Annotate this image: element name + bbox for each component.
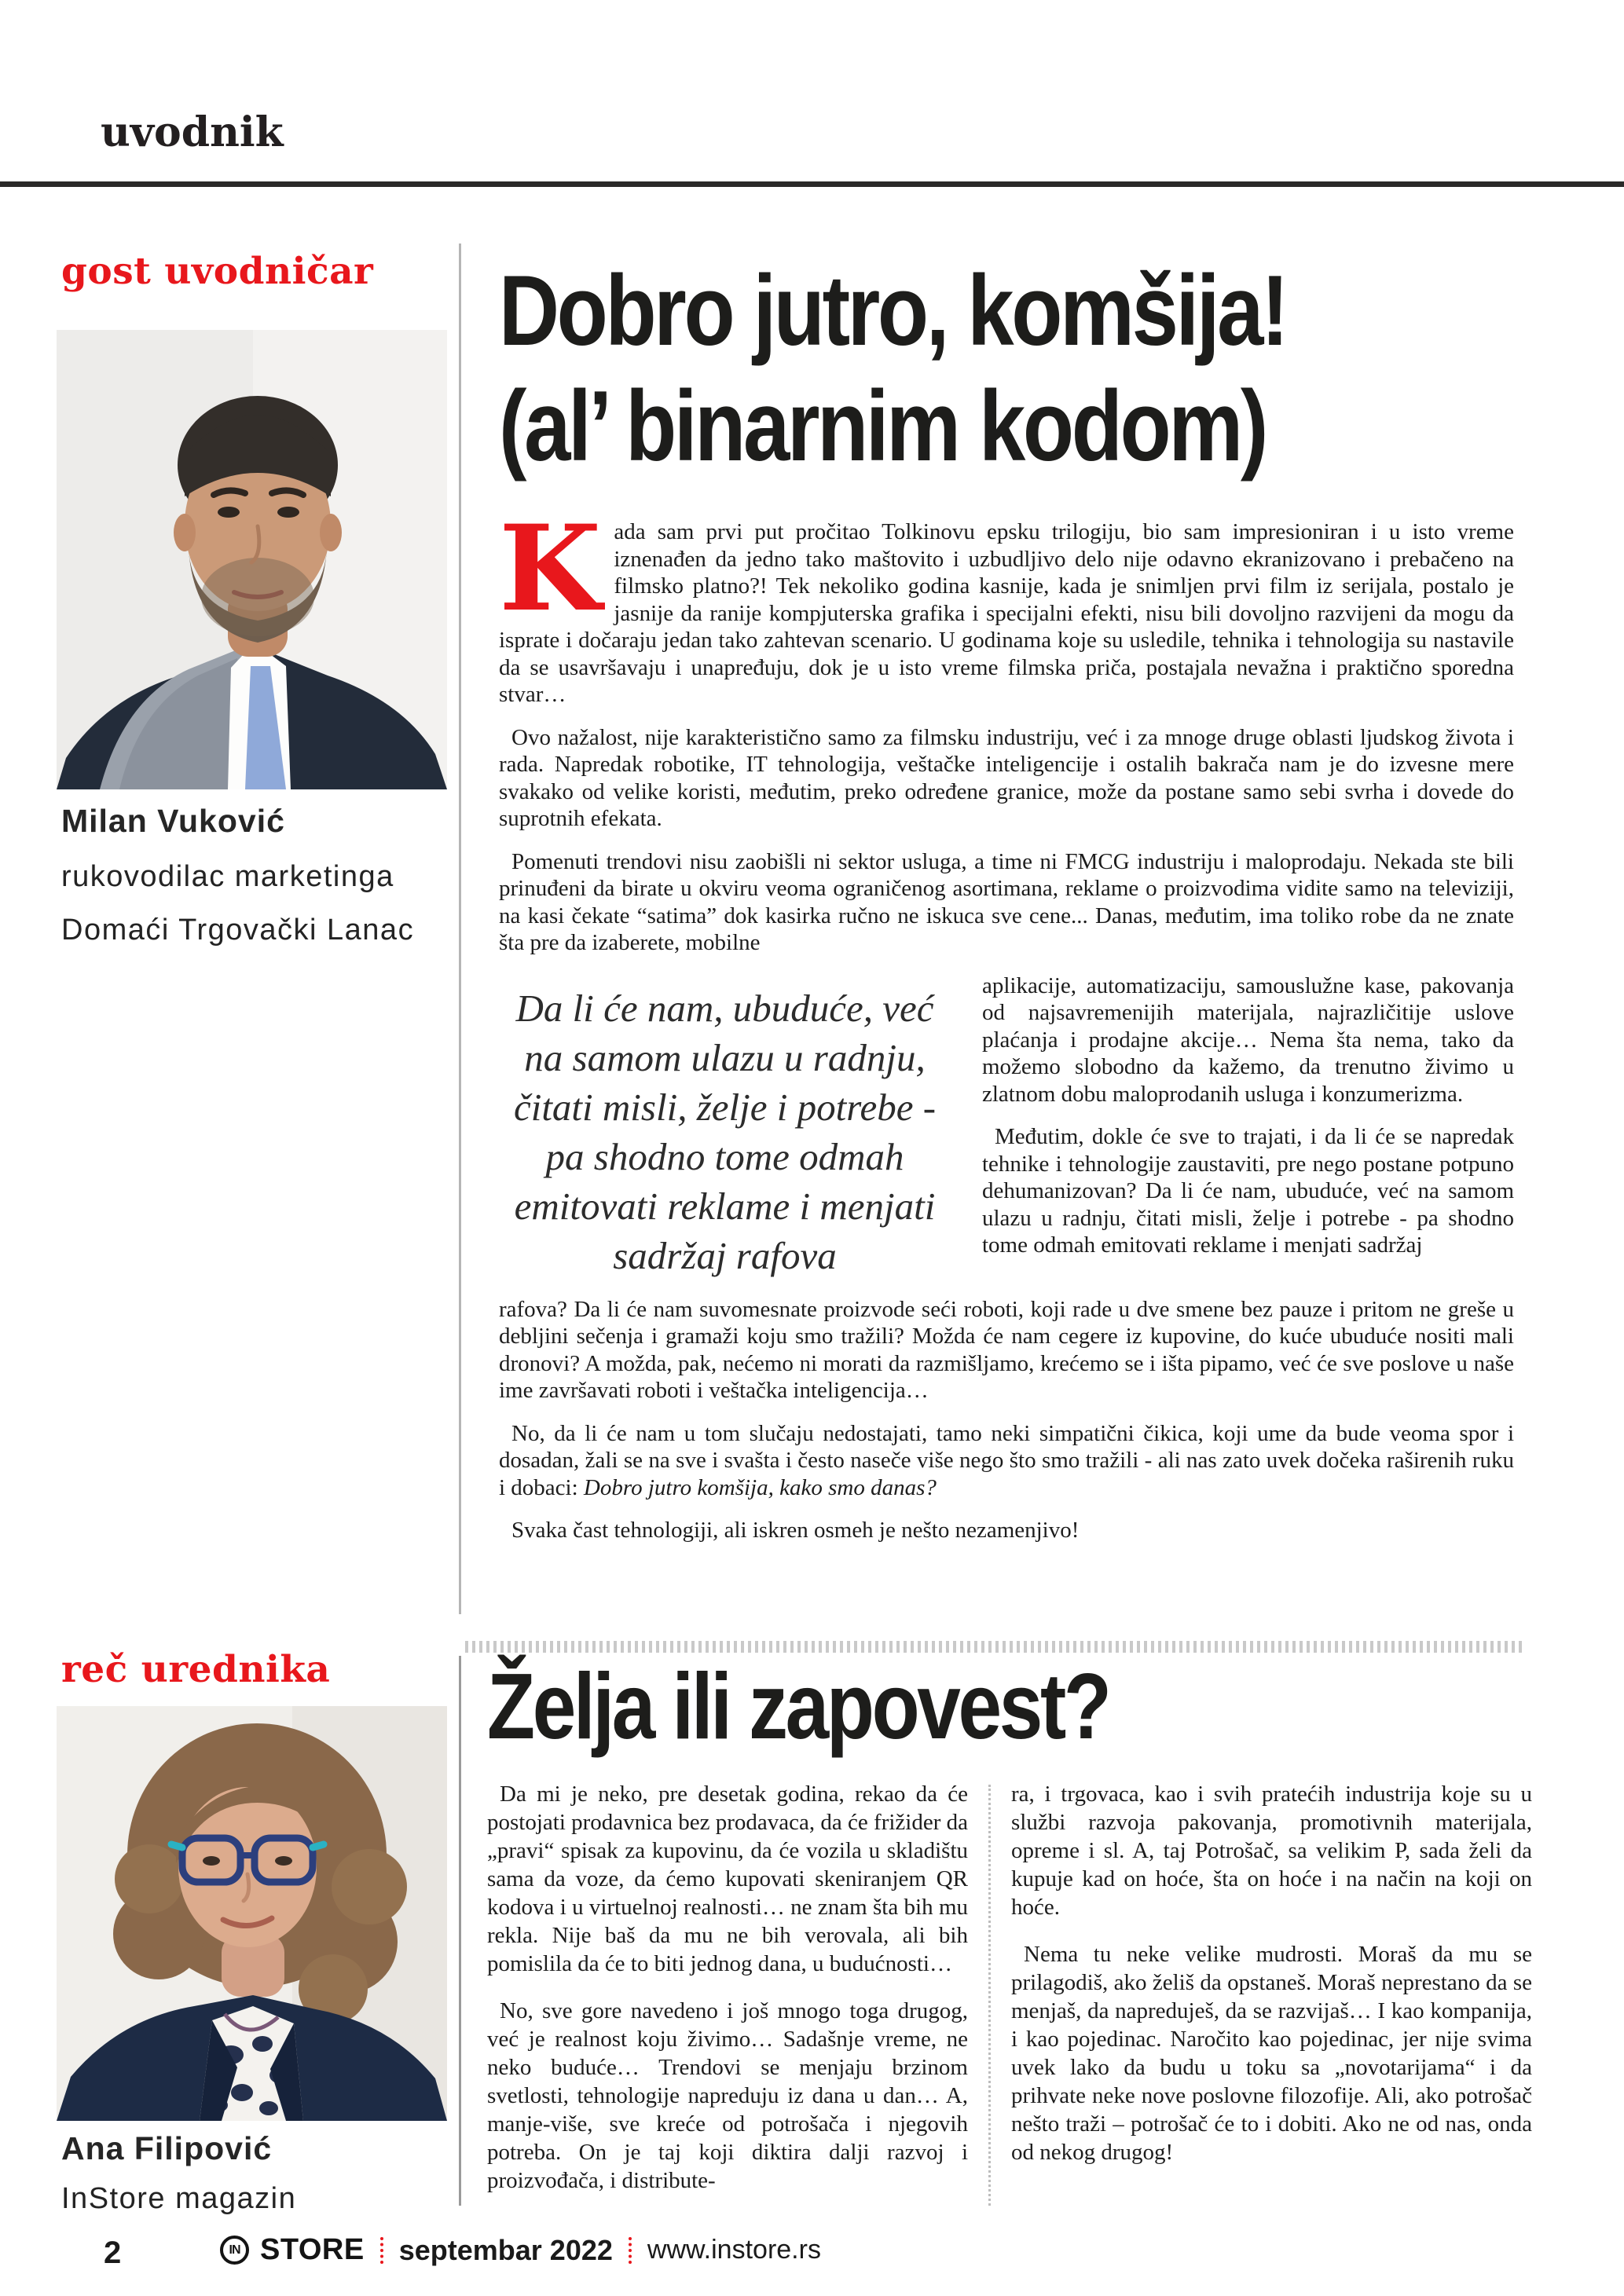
article2-title: Želja ili zapovest? [487,1654,1109,1759]
column-divider-bottom [459,1656,461,2206]
section-label: uvodnik [101,108,284,156]
instore-logo-icon: IN [220,2236,249,2265]
column-divider-top [459,244,461,1614]
editor-kicker: reč urednika [61,1648,331,1691]
pullquote-band [499,972,1514,1280]
guest-name: Milan Vuković [61,803,285,839]
article1-paragraph-3-continued: aplikacije, automatizaciju, samouslužne kase, pakovanja od najsavremenijih materijala, najrazličitije uslove plaćanja i prodajne akcije… Nema šta nema, tako da možemo slobodno da kažemo, da trenutno živimo u zlatnom dobu maloprodanih usluga i konzumerizma. [982,972,1514,1107]
issue-date: septembar 2022 [398,2233,613,2266]
article1-paragraph-6: Svaka čast tehnologiji, ali iskren osmeh je nešto nezamenjivo! [511,1518,1080,1543]
article1-paragraph-5-quote: Dobro jutro komšija, kako smo danas? [583,1474,937,1500]
dotted-section-separator [465,1641,1524,1653]
footer-dotted-separator-icon [380,2237,383,2264]
footer [220,2233,821,2267]
editor-name: Ana Filipović [61,2130,273,2166]
guest-portrait-photo [57,330,447,789]
top-rule [0,181,1624,187]
article1-title-line2: (al’ binarnim kodom) [499,370,1267,482]
pull-quote: Da li će nam, ubuduće, već na samom ulazu u radnju, čitati misli, želje i potrebe - pa shodno tome odmah emitovati reklame i menjati sadržaj rafova [513,986,937,1277]
dropcap-letter: K [499,500,602,638]
article1-paragraph-4-continued: rafova? Da li će nam suvomesnate proizvode seći roboti, koji rade u dve smene bez pauze i pritom ne greše u debljini sečenja i gramaži koju smo tražili? Možda će nam cegere iz kupovine, do kuće ubuduće nositi mali dronovi? A možda, pak, nećemo ni morati da razmišljamo, krećemo se i išta pipamo, već će sve poslove u naše ime završavati roboti i veštačka inteligencija… [499,1296,1514,1403]
article1-body [499,500,1514,1544]
article1-paragraph-1 [499,500,1514,709]
article2-column-2 [1011,1780,1532,2214]
website-url: www.instore.rs [647,2235,821,2265]
article1-paragraph-3: Pomenuti trendovi nisu zaobišli ni sektor usluga, a time ni FMCG industriju i maloprodaju. Nekada ste bili prinuđeni da birate u okviru veoma ograničenog asortimana, reklame o proizvodima vidite samo na televiziji, na kasi čekate “satima” dok kasirka ručno ne iskuca sve cene... Danas, međutim, ima toliko robe da ne znate šta pre da izaberete, mobilne [499,848,1514,955]
guest-kicker: gost uvodničar [61,250,374,293]
page-number: 2 [104,2236,122,2270]
footer-dotted-separator-icon [629,2237,632,2264]
article1-title [499,253,1351,484]
guest-role-line2: Domaći Trgovački Lanac [61,914,415,947]
article1-paragraph-4: Međutim, dokle će sve to trajati, i da li će se napredak tehnike i tehnologije zaustaviti, pre nego postane potpuno dehumanizovan? Da li će nam, ubuduće, već na samom ulazu u radnju, čitati misli, želje i potrebe - pa shodno tome odmah emitovati reklame i menjati sadržaj [982,1124,1514,1258]
article2-col2-paragraph-1: ra, i trgovaca, kao i svih pratećih industrija koje su u službi razvoja pakovanja, promotivnih materijala, opreme i sl. A, taj Potrošač, sa velikim P, sada želi da kupuje kad on hoće, šta on hoće i na način na koji on hoće. [1011,1782,1532,1920]
editor-portrait-photo [57,1706,447,2121]
article2-col1-paragraph-2: No, sve gore navedeno i još mnogo toga drugog, već je realnost koju živimo… Sadašnje vreme, ne neko buduće… Trendovi se menjaju brzinom svetlosti, tehnologije napreduju iz dana u dan… A, manje-više, sve kreće od potrošača i njegovih potreba. On je taj koji diktira dalji razvoj i proizvođača, i distribute- [487,1998,968,2193]
article-editor-word [487,1654,1532,2214]
article1-paragraph-5 [499,1420,1514,1502]
article2-col2-paragraph-2: Nema tu neke velike mudrosti. Moraš da mu se prilagodiš, ako želiš da opstaneš. Moraš neprestano da se menjaš, da napreduješ, da se razvijaš… I kao kompanija, i kao pojedinac. Naročito kao pojedinac, jer nije svima uvek lako da budu u toku sa „novotarijama“ i da prihvate neke nove poslovne filozofije. Ali, ako potrošač nešto traži – potrošač će to i dobiti. Ako ne od nas, onda od nekog drugog! [1011,1942,1532,2165]
editor-role: InStore magazin [61,2182,297,2215]
article1-paragraph-5-text: No, da li će nam u tom slučaju nedostajati, tamo neki simpatični čikica, koji ume da bude veoma spor i dosadan, žali se na sve i svašta i često naseče više nego što smo tražili - ali nas zato uvek dočeka raširenih ruku i dobaci: [499,1420,1514,1500]
dotted-column-divider [988,1785,991,2206]
woman-portrait-illustration [57,1706,447,2121]
guest-role-line1: rukovodilac marketinga [61,860,394,893]
man-portrait-illustration [57,330,447,789]
article-guest-editorial [499,253,1514,1560]
wrapped-column [982,972,1514,1280]
article2-column-1 [487,1780,968,2214]
brand-store-wordmark: STORE [260,2233,365,2266]
article2-col1-paragraph-1: Da mi je neko, pre desetak godina, rekao da će postojati prodavnica bez prodavaca, da će frižider da „pravi“ spisak za kupovinu, da će vozila u skladištu sama da voze, da ćemo kupovati skeniranjem QR kodova i u virtuelnoj realnosti… ne znam šta bih mu rekla. Nije baš da mu ne bih verovala, ali bih pomislila da će to biti jednog dana, u budućnosti… [487,1782,968,1976]
article1-paragraph-1-text: ada sam prvi put pročitao Tolkinovu epsku trilogiju, bio sam impresioniran i u isto vreme iznenađen da jedno tako maštovito i uzbudljivo delo nije odavno ekranizovano i prebačeno na filmsko platno?! Tek nekoliko godina kasnije, kada je snimljen prvi film iz serijala, postalo je jasnije da ranije kompjuterska grafika i specijalni efekti, nisu bili dovoljno razvijeni da mogu da isprate i dočaraju jedan tako zahtevan scenario. U godinama koje su usledile, tehnika i tehnologija su nastavile da se usavršavaju i unapređuju, dok je u isto vreme filmska priča, postajala nevažna i praktično sporedna stvar… [499,519,1514,707]
article1-paragraph-2: Ovo nažalost, nije karakteristično samo za filmsku industriju, već i za mnoge druge oblasti ljudskog života i rada. Napredak robotike, IT tehnologija, veštačke inteligencije i ostalih bakrača nam je do izvesne mere svakako od velike koristi, međutim, preko određene granice, može da postane samo sebi svrha i dovede do suprotnih efekata. [499,724,1514,831]
article1-title-line1: Dobro jutro, komšija! [499,255,1287,366]
article2-columns [487,1780,1532,2214]
